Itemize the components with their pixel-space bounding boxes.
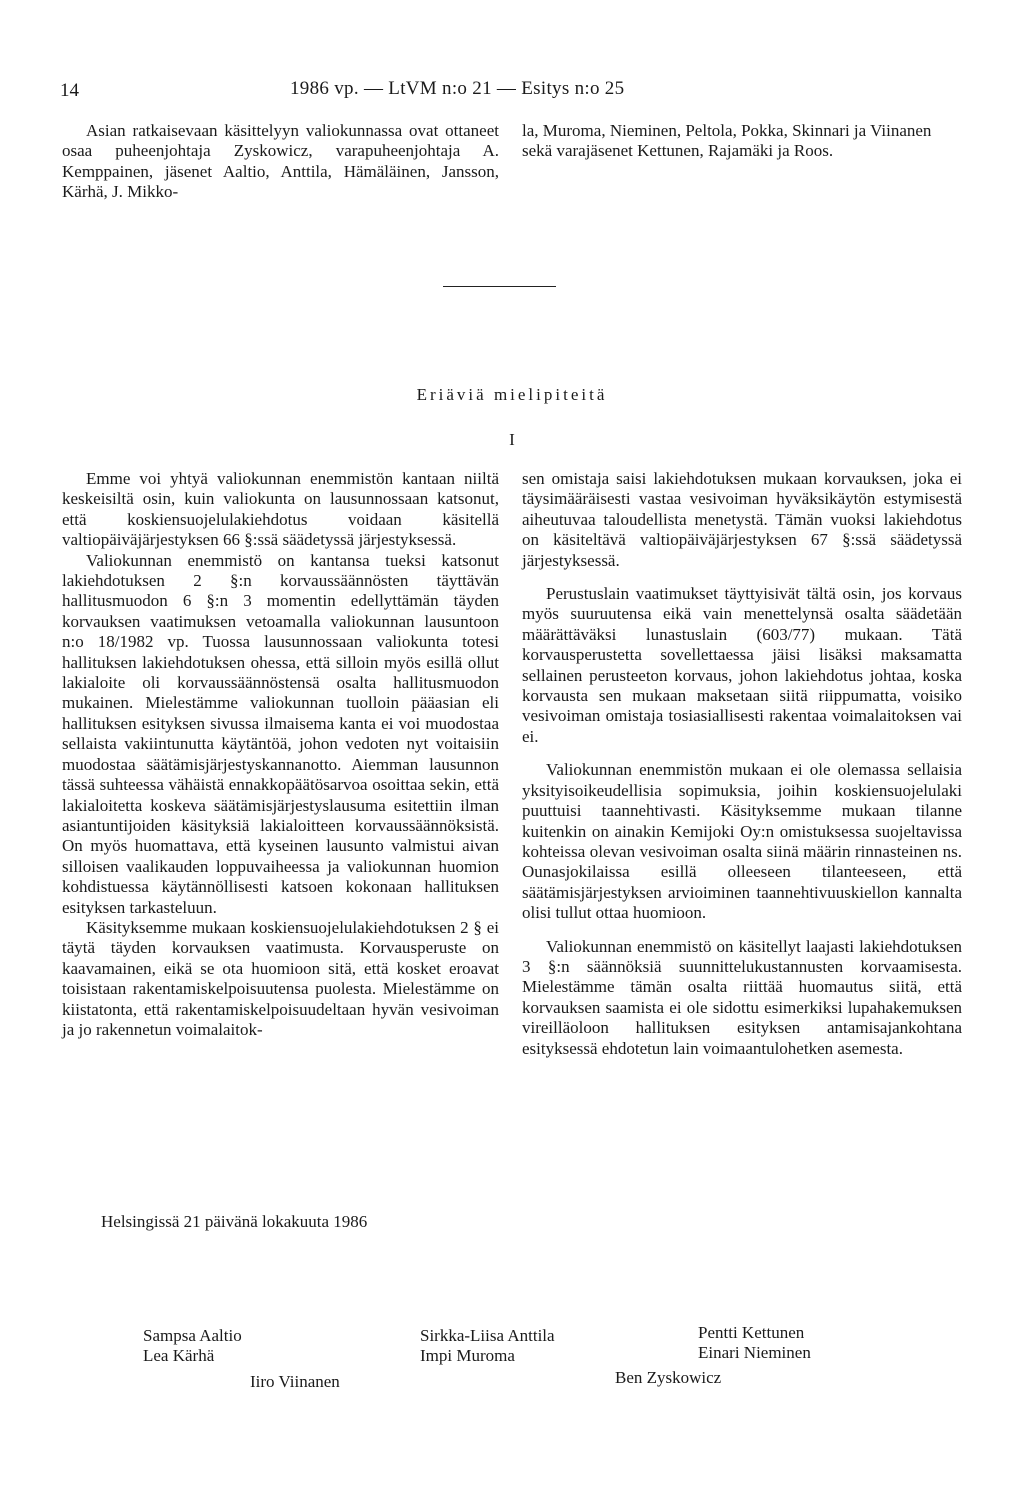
- signature-name: Einari Nieminen: [698, 1343, 811, 1363]
- paragraph: Valiokunnan enemmistö on kantansa tueksi katsonut lakiehdotuksen 2 §:n korvaussäännösten täyttävän hallitusmuodon 6 §:n 3 momentin edellyttämän täyden korvauksen vaatimuksen vetoamalla valiokunnan lausuntoon n:o 18/1982 vp. Tuossa lausunnossaan valiokunta totesi hallituksen lakiehdotuksen ohessa, että silloin myös esillä ollut lakialoite oli korvaussäännöstensä osalta hallitusmuodon mukainen. Mielestämme valiokunnan tuolloin pääasian eli hallituksen esityksen sivussa ilmaisema kanta ei voi muodostaa sellaista vakiintunutta käytäntöä, johon vedoten nyt voitaisiin muodostaa säätämisjärjestyskannanotto. Aiemman lausunnon tässä suhteessa vähäistä ennakkopäätösarvoa osoittaa sekin, että lakialoitetta koskeva säätämisjärjestyslausuma esitettiin ilman asiantuntijoiden käsityksiä lakialoitteen korvaussäännöksistä. On myös huomattava, että kyseinen lausunto valmistui aivan silloisen vaalikauden loppuvaiheessa ja valiokunnan huomion kohdistuessa käytännöllisesti katsoen kokonaan hallituksen esityksen tarkasteluun.: [62, 550, 499, 917]
- section-number: I: [509, 430, 515, 449]
- signature-center: Iiro Viinanen: [250, 1372, 340, 1391]
- paragraph: Käsityksemme mukaan koskiensuojelulakiehdotuksen 2 § ei täytä täyden korvauksen vaatimusta. Korvausperuste on kaavamainen, eikä se ota huomioon sitä, että kosket eroavat toisistaan rakentamiskelpoisuutensa puolesta. Mielestämme on kiistatonta, että rakentamiskelpoisuudeltaan hyvän vesivoiman ja jo rakennetun voimalaitok-: [62, 917, 499, 1039]
- paragraph: sen omistaja saisi lakiehdotuksen mukaan korvauksen, joka ei täysimääräisesti vastaa vesivoiman hyväksikäytön estymisestä aiheutuvaa taloudellista menetystä. Tämän vuoksi lakiehdotus on käsiteltävä valtiopäiväjärjestyksen 67 §:ssä säädetyssä järjestyksessä.: [522, 469, 962, 570]
- signature-name: Pentti Kettunen: [698, 1323, 805, 1342]
- section-divider: [443, 286, 556, 287]
- paragraph: Emme voi yhtyä valiokunnan enemmistön kantaan niiltä keskeisiltä osin, kuin valiokunta on lausunnossaan katsonut, että koskiensuojelulakiehdotus voidaan käsitellä valtiopäiväjärjestyksen 66 §:ssä säädetyssä järjestyksessä.: [62, 469, 499, 550]
- page-number: 14: [60, 80, 79, 101]
- signature-name: Sampsa Aaltio: [143, 1326, 242, 1345]
- signature-name: Impi Muroma: [420, 1346, 515, 1366]
- intro-left-text: Asian ratkaisevaan käsittelyyn valiokunnassa ovat ottaneet osaa puheenjohtaja Zyskowicz, varapuheenjohtaja A. Kemppainen, jäsenet Aaltio, Anttila, Hämäläinen, Jansson, Kärhä, J. Mikko-: [62, 121, 499, 202]
- place-and-date: Helsingissä 21 päivänä lokakuuta 1986: [101, 1212, 368, 1231]
- signature-name: Lea Kärhä: [143, 1346, 215, 1366]
- paragraph: Valiokunnan enemmistön mukaan ei ole olemassa sellaisia yksityisoikeudellisia sopimuksia, joihin koskiensuojelulaki puuttuisi taannehtivasti. Käsityksemme mukaan tilanne kuitenkin on ainakin Kemijoki Oy:n omistuksessa suojeltavissa kohteissa olevan vesivoiman osalta siinä määrin rinnasteinen ns. Ounasjokilaissa esillä olleeseen tilanteeseen, että säätämisjärjestyksen arvioiminen taannehtivuuskiellon kannalta olisi tullut ottaa huomioon.: [522, 760, 962, 923]
- intro-right-text: la, Muroma, Nieminen, Peltola, Pokka, Skinnari ja Viinanen sekä varajäsenet Kettunen, Rajamäki ja Roos.: [522, 121, 932, 161]
- intro-right-column: [522, 121, 962, 162]
- body-right-column: [522, 469, 962, 1059]
- paragraph: Perustuslain vaatimukset täyttyisivät tältä osin, jos korvaus myös suuruutensa eikä vain menettelynsä osalta säädetään määrättäväksi lunastuslain (603/77) mukaan. Tätä korvausperustetta sovellettaessa jäisi lisäksi maksamatta sellainen perusteeton korvaus, johon lakiehdotus johtaa, koska korvausta sen mukaan maksetaan siitä riippumatta, voisiko vesivoiman omistaja tosiasiallisesti rakentaa voimalaitoksen vai ei.: [522, 584, 962, 746]
- page-header: 1986 vp. — LtVM n:o 21 — Esitys n:o 25: [290, 78, 625, 99]
- signature-block-3: [698, 1323, 811, 1364]
- signature-block-2: [420, 1326, 555, 1367]
- section-title: Eriäviä mielipiteitä: [416, 385, 608, 404]
- intro-left-column: [62, 121, 499, 203]
- signature-block-1: [143, 1326, 242, 1367]
- body-left-column: [62, 469, 499, 1040]
- signature-name: Sirkka-Liisa Anttila: [420, 1326, 555, 1345]
- signature-right-lower: Ben Zyskowicz: [615, 1368, 722, 1387]
- paragraph: Valiokunnan enemmistö on käsitellyt laajasti lakiehdotuksen 3 §:n säännöksiä suunnittelukustannusten korvaamisesta. Mielestämme tämän osalta riittää huomautus siitä, että korvauksen saamista ei ole sidottu esimerkiksi lupahakemuksen vireilläoloon hallituksen esityksen antamisajankohtana esityksessä ehdotetun lain voimaantulohetken asemesta.: [522, 936, 962, 1058]
